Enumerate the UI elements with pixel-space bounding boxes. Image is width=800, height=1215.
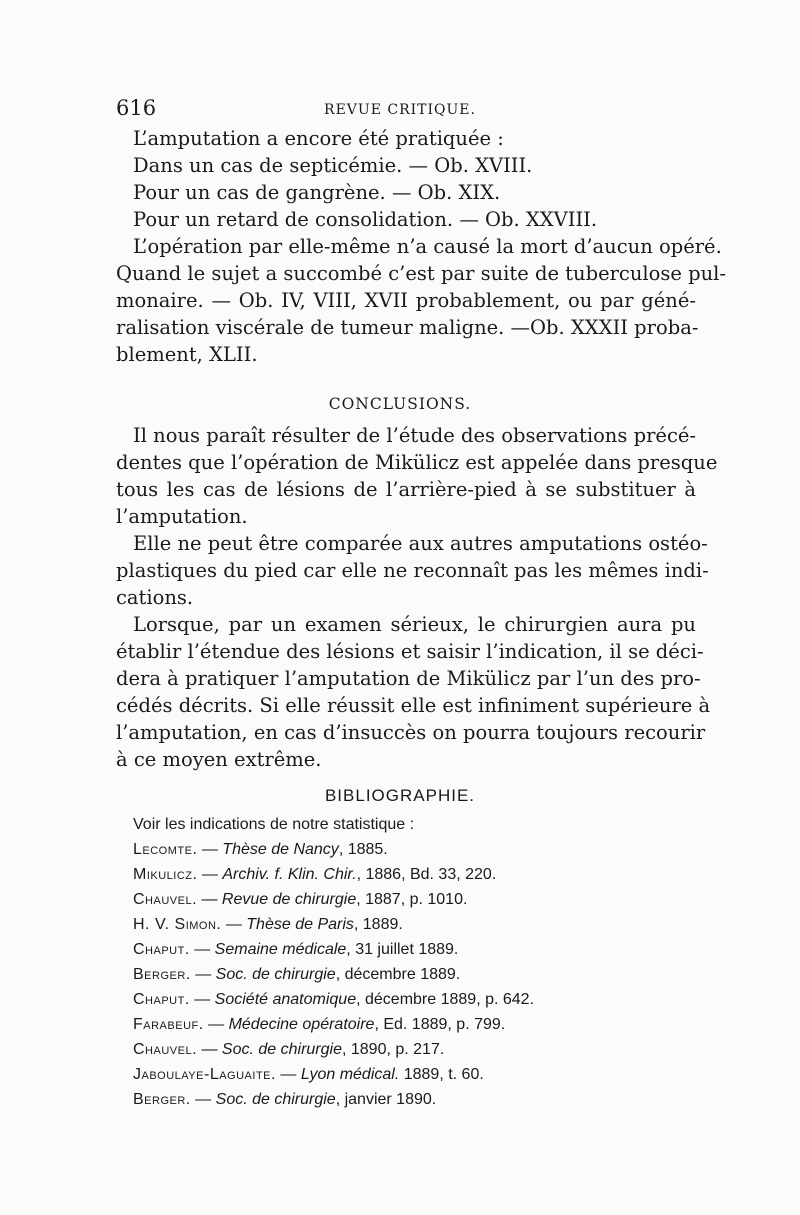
entry-details: , décembre 1889.: [335, 966, 461, 983]
text-line: dentes que l’opération de Mikülicz est appelée dans presque: [116, 451, 718, 474]
entry-author: Chaput.: [133, 991, 190, 1008]
bibliography-entry: Farabeuf. — Médecine opératoire, Ed. 1889, p. 799.: [133, 1016, 506, 1033]
text-line: cédés décrits. Si elle réussit elle est infiniment supérieure à: [116, 694, 711, 717]
entry-details: , janvier 1890.: [335, 1091, 437, 1108]
entry-details: 1889, t. 60.: [399, 1066, 484, 1083]
bibliography-entry: Mikulicz. — Archiv. f. Klin. Chir., 1886, Bd. 33, 220.: [133, 866, 497, 883]
bibliography-entry: Chaput. — Semaine médicale, 31 juillet 1889.: [133, 941, 459, 958]
entry-author: Chauvel.: [133, 891, 198, 908]
bibliography-entry: Lecomte. — Thèse de Nancy, 1885.: [133, 841, 388, 858]
entry-details: , 1886, Bd. 33, 220.: [356, 866, 497, 883]
entry-title: Soc. de chirurgie: [215, 1091, 336, 1108]
page-number: 616: [116, 96, 157, 120]
text-line: Pour un retard de consolidation. — Ob. XXVIII.: [133, 208, 598, 231]
bibliography-entry: Chauvel. — Soc. de chirurgie, 1890, p. 217.: [133, 1041, 445, 1058]
text-line: Lorsque, par un examen sérieux, le chirurgien aura pu: [133, 613, 696, 636]
section-heading-conclusions: CONCLUSIONS.: [328, 395, 472, 413]
text-line: Il nous paraît résulter de l’étude des observations précé-: [133, 424, 696, 447]
bibliography-entry: Berger. — Soc. de chirurgie, janvier 1890.: [133, 1091, 437, 1108]
text-line: dera à pratiquer l’amputation de Mikülicz par l’un des pro-: [116, 667, 701, 690]
entry-title: Société anatomique: [214, 991, 357, 1008]
entry-title: Archiv. f. Klin. Chir.: [222, 866, 357, 883]
entry-details: , décembre 1889, p. 642.: [356, 991, 535, 1008]
text-line: Pour un cas de gangrène. — Ob. XIX.: [133, 181, 501, 204]
text-line: à ce moyen extrême.: [116, 748, 322, 771]
bibliography-entry: H. V. Simon. — Thèse de Paris, 1889.: [133, 916, 403, 933]
section-heading-bibliography: BIBLIOGRAPHIE.: [324, 786, 476, 805]
text-line: l’amputation, en cas d’insuccès on pourra toujours recourir: [116, 721, 706, 744]
text-line: monaire. — Ob. IV, VIII, XVII probablement, ou par géné-: [116, 289, 696, 312]
entry-title: Lyon médical.: [300, 1066, 400, 1083]
text-line: Elle ne peut être comparée aux autres amputations ostéo-: [133, 532, 708, 555]
entry-title: Revue de chirurgie: [221, 891, 357, 908]
text-line: cations.: [116, 586, 194, 609]
text-line: plastiques du pied car elle ne reconnaît pas les mêmes indi-: [116, 559, 709, 582]
entry-author: Berger.: [133, 1091, 191, 1108]
entry-details: , 1887, p. 1010.: [356, 891, 468, 908]
text-line: ralisation viscérale de tumeur maligne. —Ob. XXXII proba-: [116, 316, 699, 339]
text-line: l’amputation.: [116, 505, 248, 528]
entry-details: , 1889.: [353, 916, 403, 933]
text-line: tous les cas de lésions de l’arrière-pied à se substituer à: [116, 478, 696, 501]
entry-author: Farabeuf.: [133, 1016, 204, 1033]
entry-title: Médecine opératoire: [228, 1016, 375, 1033]
text-line: Dans un cas de septicémie. — Ob. XVIII.: [133, 154, 533, 177]
bibliography-entry: Jaboulaye-Laguaite. — Lyon médical. 1889, t. 60.: [133, 1066, 484, 1083]
entry-author: H. V. Simon.: [133, 916, 222, 933]
entry-details: , 1890, p. 217.: [341, 1041, 445, 1058]
entry-author: Jaboulaye-Laguaite.: [133, 1066, 276, 1083]
running-title: REVUE CRITIQUE.: [324, 102, 476, 118]
text-line: Quand le sujet a succombé c’est par suite de tuberculose pul-: [116, 262, 726, 285]
bibliography-entry: Chauvel. — Revue de chirurgie, 1887, p. 1010.: [133, 891, 468, 908]
entry-title: Soc. de chirurgie: [215, 966, 336, 983]
entry-author: Chaput.: [133, 941, 190, 958]
entry-title: Semaine médicale: [214, 941, 347, 958]
entry-author: Chauvel.: [133, 1041, 198, 1058]
entry-author: Berger.: [133, 966, 191, 983]
entry-title: Soc. de chirurgie: [221, 1041, 342, 1058]
text-line: établir l’étendue des lésions et saisir l’indication, il se déci-: [116, 640, 704, 663]
bibliography-intro: Voir les indications de notre statistique :: [133, 816, 415, 833]
entry-details: , 1885.: [338, 841, 388, 858]
text-line: L’opération par elle-même n’a causé la mort d’aucun opéré.: [133, 235, 722, 258]
bibliography-entry: Chaput. — Société anatomique, décembre 1889, p. 642.: [133, 991, 535, 1008]
entry-author: Lecomte.: [133, 841, 198, 858]
entry-title: Thèse de Paris: [246, 916, 354, 933]
entry-details: , 31 juillet 1889.: [346, 941, 459, 958]
entry-title: Thèse de Nancy: [222, 841, 339, 858]
text-line: L’amputation a encore été pratiquée :: [133, 127, 504, 150]
bibliography-entry: Berger. — Soc. de chirurgie, décembre 1889.: [133, 966, 461, 983]
entry-author: Mikulicz.: [133, 866, 198, 883]
entry-details: , Ed. 1889, p. 799.: [374, 1016, 506, 1033]
text-line: blement, XLII.: [116, 343, 258, 366]
